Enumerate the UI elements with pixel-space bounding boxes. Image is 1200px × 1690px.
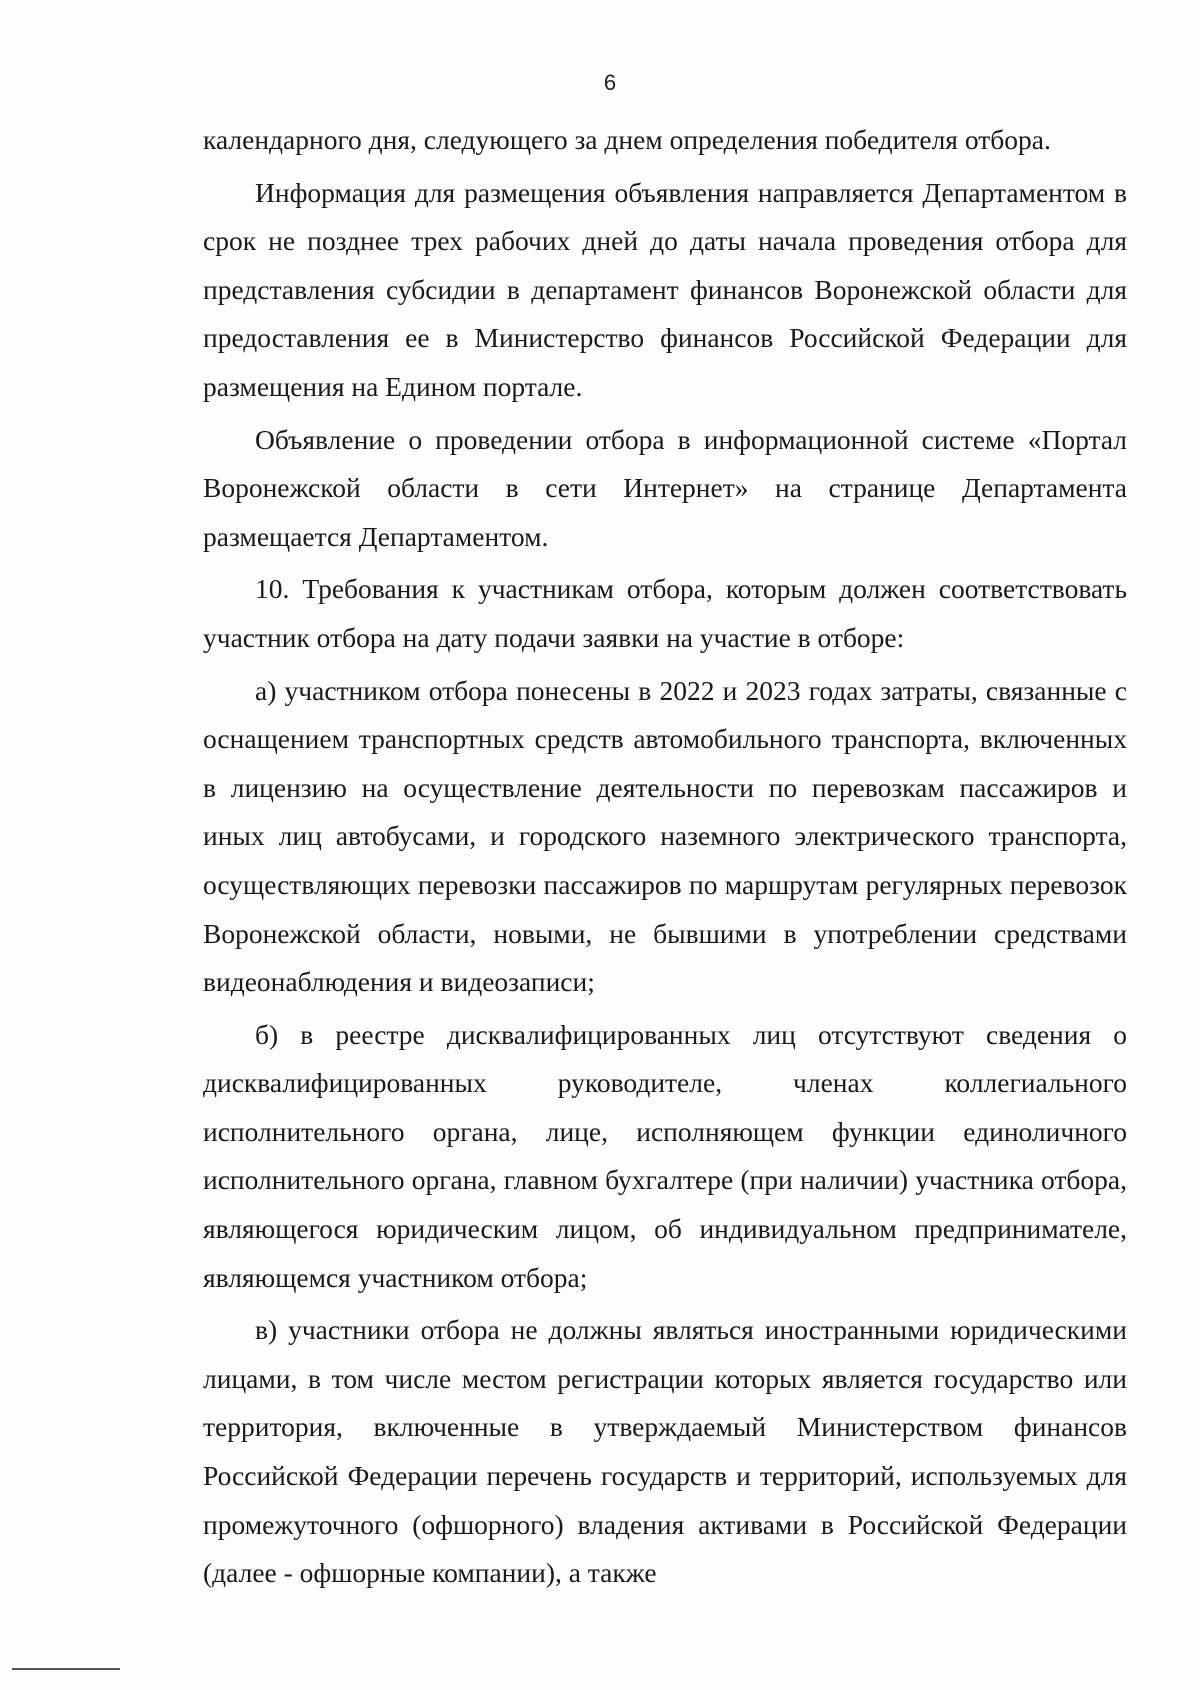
paragraph-item-a: а) участником отбора понесены в 2022 и 2023 годах затраты, связанные с оснащением транспортных средств автомобильного транспорта, включенных в лицензию на осуществление деятельности по перевозкам пассажиров и иных лиц автобусами, и городского наземного электрического транспорта, осуществляющих перевозки пассажиров по маршрутам регулярных перевозок Воронежской области, новыми, не бывшими в употреблении средствами видеонаблюдения и видеозаписи; <box>203 674 1127 998</box>
paragraph-announcement: Объявление о проведении отбора в информационной системе «Портал Воронежской области в сети Интернет» на странице Департамента размещается Департаментом. <box>203 423 1127 552</box>
paragraph-item-b: б) в реестре дисквалифицированных лиц отсутствуют сведения о дисквалифицированных руководителе, членах коллегиального исполнительного органа, лице, исполняющем функции единоличного исполнительного органа, главном бухгалтере (при наличии) участника отбора, являющегося юридическим лицом, об индивидуальном предпринимателе, являющемся участником отбора; <box>203 1018 1127 1293</box>
paragraph-requirements: 10. Требования к участникам отбора, которым должен соответствовать участник отбора на дату подачи заявки на участие в отборе: <box>203 573 1127 653</box>
paragraph-item-v: в) участники отбора не должны являться иностранными юридическими лицами, в том числе местом регистрации которых является государство или территория, включенные в утверждаемый Министерством финансов Российской Федерации перечень государств и территорий, используемых для промежуточного (офшорного) владения активами в Российской Федерации (далее - офшорные компании), а также <box>203 1314 1127 1589</box>
page-number: 6 <box>603 70 617 95</box>
footer-divider <box>12 1668 120 1670</box>
document-body <box>203 116 1127 1598</box>
paragraph-information: Информация для размещения объявления направляется Департаментом в срок не позднее трех рабочих дней до даты начала проведения отбора для представления субсидии в департамент финансов Воронежской области для предоставления ее в Министерство финансов Российской Федерации для размещения на Едином портале. <box>203 176 1127 402</box>
paragraph-continuation: календарного дня, следующего за днем определения победителя отбора. <box>203 124 1051 155</box>
